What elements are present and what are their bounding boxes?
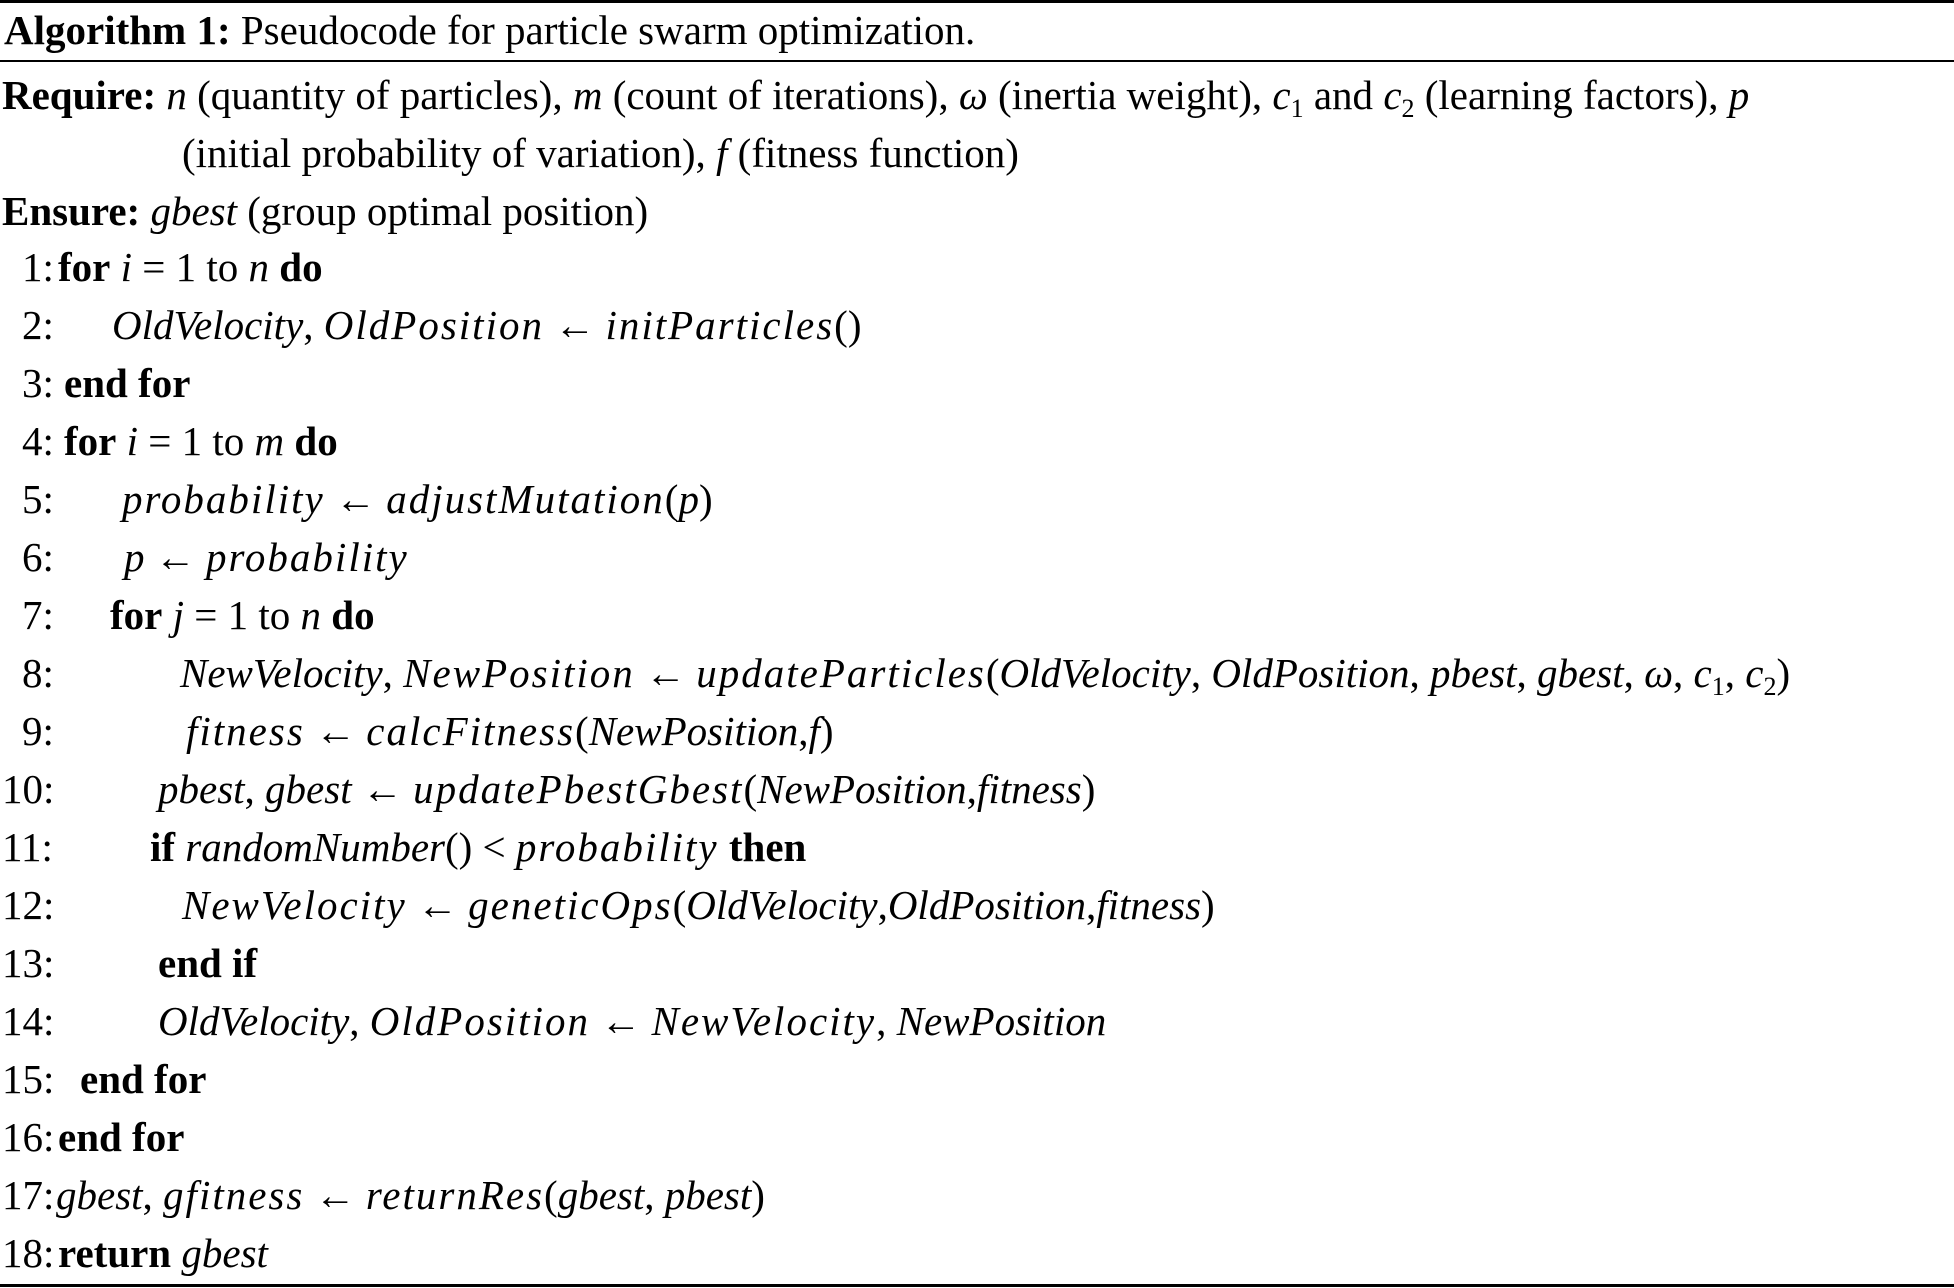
parens: (): [444, 824, 473, 870]
require-c1: c: [1272, 72, 1291, 118]
algorithm-line: [0, 296, 1954, 354]
keyword-for: for: [64, 418, 117, 464]
keyword-end-for: end for: [64, 360, 191, 406]
sub-one: 1: [1711, 672, 1725, 701]
line-number: 17:: [2, 1172, 55, 1218]
require-m-desc: (count of iterations),: [602, 72, 959, 118]
keyword-end-for: end for: [80, 1056, 207, 1102]
comma: ,: [798, 708, 809, 754]
algorithm-line: [0, 1224, 1954, 1282]
arg-fitness: fitness: [976, 766, 1082, 812]
require-line: [2, 66, 1749, 124]
to-word: to: [248, 592, 301, 638]
rparen: ): [698, 476, 713, 522]
fn-adjustmutation: adjustMutation: [386, 476, 665, 522]
arg-c2: c: [1745, 650, 1764, 696]
fn-randomnumber: randomNumber: [185, 824, 445, 870]
keyword-return: return: [58, 1230, 172, 1276]
algorithm-line: [0, 1050, 1954, 1108]
assign-arrow: ←: [324, 476, 387, 522]
var-gbest: gbest: [265, 766, 352, 812]
var-oldvelocity: OldVelocity: [112, 302, 304, 348]
require-n-desc: (quantity of particles),: [186, 72, 573, 118]
var-newvelocity: NewVelocity: [651, 998, 877, 1044]
lparen: (: [575, 708, 589, 754]
require-omega: ω: [958, 72, 988, 118]
arg-pbest: pbest: [1430, 650, 1517, 696]
ensure-label: Ensure:: [2, 188, 141, 234]
algorithm-line: [0, 354, 1954, 412]
var-probability: probability: [206, 534, 409, 580]
line-code: [64, 412, 338, 470]
less-than: <: [472, 824, 516, 870]
require-n: n: [166, 72, 187, 118]
line-code: [124, 528, 409, 586]
line-code: [158, 934, 257, 992]
eq-one: = 1: [184, 592, 249, 638]
var-pbest: pbest: [158, 766, 245, 812]
line-code: [56, 1166, 765, 1224]
ensure-gbest: gbest: [150, 188, 238, 234]
comma: ,: [382, 650, 404, 696]
line-number: 5:: [22, 476, 54, 522]
fn-updateparticles: updateParticles: [696, 650, 986, 696]
require-c1-sub: 1: [1290, 94, 1304, 123]
line-code: [58, 1108, 184, 1166]
arg-oldposition: OldPosition: [887, 882, 1086, 928]
lparen: (: [672, 882, 687, 928]
comma: ,: [349, 998, 370, 1044]
require-p: p: [1728, 72, 1750, 118]
var-j: j: [172, 592, 185, 638]
parens: (): [834, 302, 862, 348]
bottom-rule: [0, 1284, 1954, 1287]
var-gbest: gbest: [56, 1172, 143, 1218]
comma: ,: [877, 882, 888, 928]
keyword-end-for: end for: [58, 1114, 185, 1160]
line-number: 7:: [22, 592, 54, 638]
algorithm-line: [0, 992, 1954, 1050]
assign-arrow: ←: [144, 534, 206, 580]
line-number: 3:: [22, 360, 54, 406]
fn-geneticops: geneticOps: [468, 882, 673, 928]
to-word: to: [196, 244, 249, 290]
require-f: f: [716, 130, 728, 176]
rparen: ): [1776, 650, 1791, 696]
line-number: 16:: [2, 1114, 55, 1160]
line-code: [158, 992, 1106, 1050]
algorithm-line: [0, 644, 1954, 702]
comma: ,: [1086, 882, 1097, 928]
assign-arrow: ←: [589, 998, 652, 1044]
line-number: 14:: [2, 998, 55, 1044]
arg-pbest: pbest: [664, 1172, 752, 1218]
var-i: i: [126, 418, 139, 464]
require-and: and: [1303, 72, 1384, 118]
assign-arrow: ←: [304, 708, 367, 754]
line-number: 10:: [2, 766, 55, 812]
line-number: 1:: [22, 244, 54, 290]
line-code: [58, 238, 323, 296]
algorithm-caption: [4, 4, 975, 56]
comma: ,: [142, 1172, 164, 1218]
keyword-end-if: end if: [158, 940, 258, 986]
keyword-do: do: [279, 244, 323, 290]
fn-calcfitness: calcFitness: [366, 708, 576, 754]
caption-rule: [0, 60, 1954, 62]
comma: ,: [876, 998, 887, 1044]
sub-two: 2: [1763, 672, 1777, 701]
algorithm-line: [0, 702, 1954, 760]
algorithm-line: [0, 760, 1954, 818]
keyword-do: do: [294, 418, 338, 464]
var-p: p: [124, 534, 145, 580]
var-newposition: NewPosition: [403, 650, 635, 696]
rparen: ): [819, 708, 834, 754]
line-code: [150, 818, 806, 876]
var-newvelocity: NewVelocity: [182, 882, 407, 928]
top-rule: [0, 0, 1954, 3]
line-code: [64, 354, 190, 412]
algorithm-line: [0, 586, 1954, 644]
require-continuation: [182, 124, 1019, 182]
require-m: m: [572, 72, 603, 118]
assign-arrow: ←: [406, 882, 469, 928]
comma: ,: [244, 766, 266, 812]
comma: ,: [1409, 650, 1420, 696]
caption-text: Pseudocode for particle swarm optimization.: [230, 7, 976, 53]
line-code: [158, 760, 1095, 818]
var-p: p: [678, 476, 699, 522]
keyword-for: for: [110, 592, 163, 638]
require-f-desc: (fitness function): [727, 130, 1019, 176]
fn-returnres: returnRes: [365, 1172, 545, 1218]
algorithm-line: [0, 412, 1954, 470]
var-probability: probability: [515, 824, 719, 870]
algorithm-line: [0, 238, 1954, 296]
require-p-desc: (initial probability of variation),: [182, 130, 717, 176]
line-code: [182, 876, 1215, 934]
algorithm-line: [0, 1108, 1954, 1166]
require-omega-desc: (inertia weight),: [987, 72, 1273, 118]
rparen: ): [1081, 766, 1096, 812]
line-number: 6:: [22, 534, 54, 580]
comma: ,: [644, 1172, 655, 1218]
comma: ,: [1623, 650, 1645, 696]
var-gfitness: gfitness: [163, 1172, 305, 1218]
algorithm-line: [0, 818, 1954, 876]
var-n: n: [248, 244, 270, 290]
algorithm-line: [0, 934, 1954, 992]
var-i: i: [120, 244, 133, 290]
eq-one: = 1: [138, 418, 203, 464]
to-word: to: [202, 418, 255, 464]
arg-newposition: NewPosition: [757, 766, 967, 812]
require-c-desc: (learning factors),: [1414, 72, 1729, 118]
lparen: (: [664, 476, 679, 522]
arg-fitness: fitness: [1096, 882, 1202, 928]
assign-arrow: ←: [634, 650, 697, 696]
lparen: (: [985, 650, 1000, 696]
var-fitness: fitness: [186, 708, 305, 754]
comma: ,: [303, 302, 324, 348]
line-code: [180, 644, 1790, 702]
line-number: 4:: [22, 418, 54, 464]
algorithm-line: [0, 1166, 1954, 1224]
algorithm-line: [0, 876, 1954, 934]
arg-gbest: gbest: [1537, 650, 1624, 696]
rparen: ): [1201, 882, 1215, 928]
keyword-if: if: [150, 824, 176, 870]
lparen: (: [743, 766, 758, 812]
var-oldvelocity: OldVelocity: [158, 998, 350, 1044]
assign-arrow: ←: [304, 1172, 366, 1218]
var-newvelocity: NewVelocity: [180, 650, 383, 696]
var-m: m: [254, 418, 285, 464]
line-number: 12:: [2, 882, 55, 928]
line-code: [122, 470, 713, 528]
comma: ,: [1673, 650, 1694, 696]
ensure-desc: (group optimal position): [237, 188, 649, 234]
fn-initparticles: initParticles: [605, 302, 835, 348]
caption-label: Algorithm 1:: [4, 7, 231, 53]
keyword-do: do: [331, 592, 375, 638]
arg-oldposition: OldPosition: [1211, 650, 1410, 696]
comma: ,: [1516, 650, 1527, 696]
algorithm-line: [0, 528, 1954, 586]
arg-oldvelocity: OldVelocity: [686, 882, 878, 928]
line-code: [110, 586, 375, 644]
comma: ,: [1190, 650, 1202, 696]
lparen: (: [544, 1172, 558, 1218]
keyword-for: for: [58, 244, 111, 290]
line-number: 11:: [2, 824, 53, 870]
arg-newposition: NewPosition: [588, 708, 799, 754]
fn-updatepbestgbest: updatePbestGbest: [413, 766, 744, 812]
line-code: [186, 702, 834, 760]
keyword-then: then: [728, 824, 807, 870]
assign-arrow: ←: [543, 302, 606, 348]
line-code: [58, 1224, 268, 1282]
line-number: 8:: [22, 650, 54, 696]
line-number: 15:: [2, 1056, 55, 1102]
require-c2-sub: 2: [1401, 94, 1415, 123]
require-c2: c: [1383, 72, 1402, 118]
rparen: ): [751, 1172, 765, 1218]
var-oldposition: OldPosition: [323, 302, 544, 348]
arg-gbest: gbest: [557, 1172, 645, 1218]
comma: ,: [966, 766, 977, 812]
var-gbest: gbest: [181, 1230, 268, 1276]
comma: ,: [1724, 650, 1746, 696]
var-probability: probability: [122, 476, 325, 522]
ensure-line: [2, 182, 648, 240]
line-code: [80, 1050, 206, 1108]
arg-c1: c: [1693, 650, 1712, 696]
arg-oldvelocity: OldVelocity: [999, 650, 1191, 696]
line-number: 13:: [2, 940, 55, 986]
line-number: 18:: [2, 1230, 55, 1276]
line-number: 2:: [22, 302, 54, 348]
require-label: Require:: [2, 72, 157, 118]
line-number: 9:: [22, 708, 54, 754]
var-n: n: [300, 592, 322, 638]
var-oldposition: OldPosition: [369, 998, 590, 1044]
line-code: [112, 296, 861, 354]
var-newposition: NewPosition: [896, 998, 1107, 1044]
arg-f: f: [808, 708, 820, 754]
assign-arrow: ←: [351, 766, 414, 812]
arg-omega: ω: [1644, 650, 1674, 696]
eq-one: = 1: [132, 244, 197, 290]
algorithm-line: [0, 470, 1954, 528]
